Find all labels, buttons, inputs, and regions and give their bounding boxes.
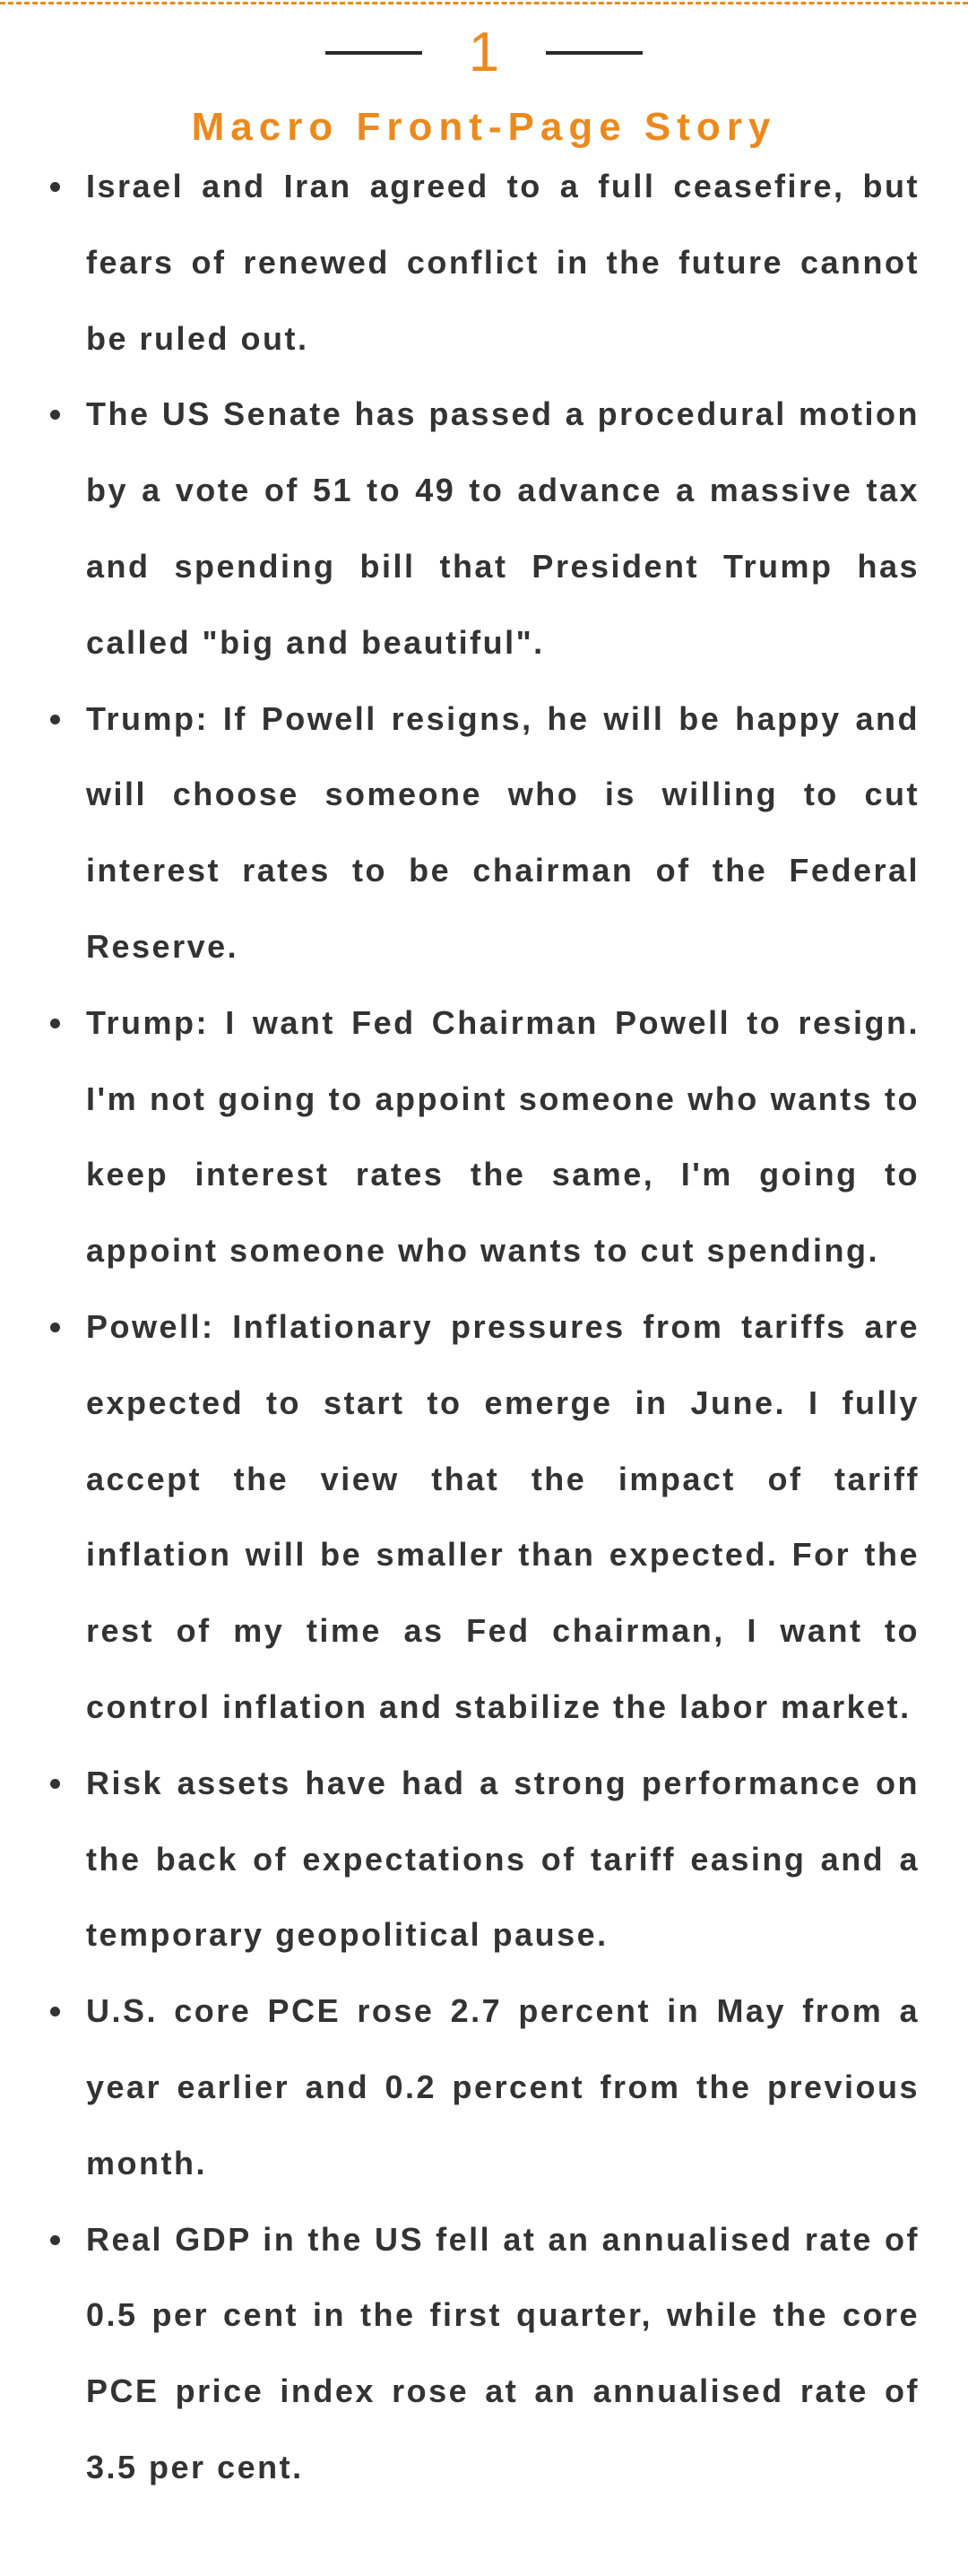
story-item-ceasefire: Israel and Iran agreed to a full ceasefire, but fears of renewed conflict in the future cannot be ruled out.	[86, 149, 920, 377]
story-item-risk-assets: Risk assets have had a strong performance on the back of expectations of tariff easing and a temporary geopolitical pause.	[86, 1746, 920, 1973]
story-item-real-gdp: Real GDP in the US fell at an annualised rate of 0.5 per cent in the first quarter, while the core PCE price index rose at an annualised rate of 3.5 per cent.	[86, 2202, 920, 2506]
section-header	[0, 22, 968, 151]
story-item-powell-resign: Trump: If Powell resigns, he will be happy and will choose someone who is willing to cut interest rates to be chairman of the Federal Reserve.	[86, 681, 920, 985]
left-rule	[325, 51, 422, 55]
section-number-row	[0, 22, 968, 84]
top-dashed-border	[0, 2, 968, 4]
story-item-trump-fed: Trump: I want Fed Chairman Powell to resign. I'm not going to appoint someone who wants to keep interest rates the same, I'm going to appoint someone who wants to cut spending.	[86, 985, 920, 1289]
story-list	[86, 149, 920, 2506]
story-item-core-pce: U.S. core PCE rose 2.7 percent in May from a year earlier and 0.2 percent from the previous month.	[86, 1973, 920, 2201]
story-item-senate-bill: The US Senate has passed a procedural motion by a vote of 51 to 49 to advance a massive tax and spending bill that President Trump has called "big and beautiful".	[86, 377, 920, 681]
section-title: Macro Front-Page Story	[191, 105, 777, 149]
story-item-powell-tariffs: Powell: Inflationary pressures from tariffs are expected to start to emerge in June. I fully accept the view that the impact of tariff inflation will be smaller than expected. For the rest of my time as Fed chairman, I want to control inflation and stabilize the labor market.	[86, 1289, 920, 1746]
right-rule	[546, 51, 643, 55]
section-number: 1	[468, 22, 500, 83]
